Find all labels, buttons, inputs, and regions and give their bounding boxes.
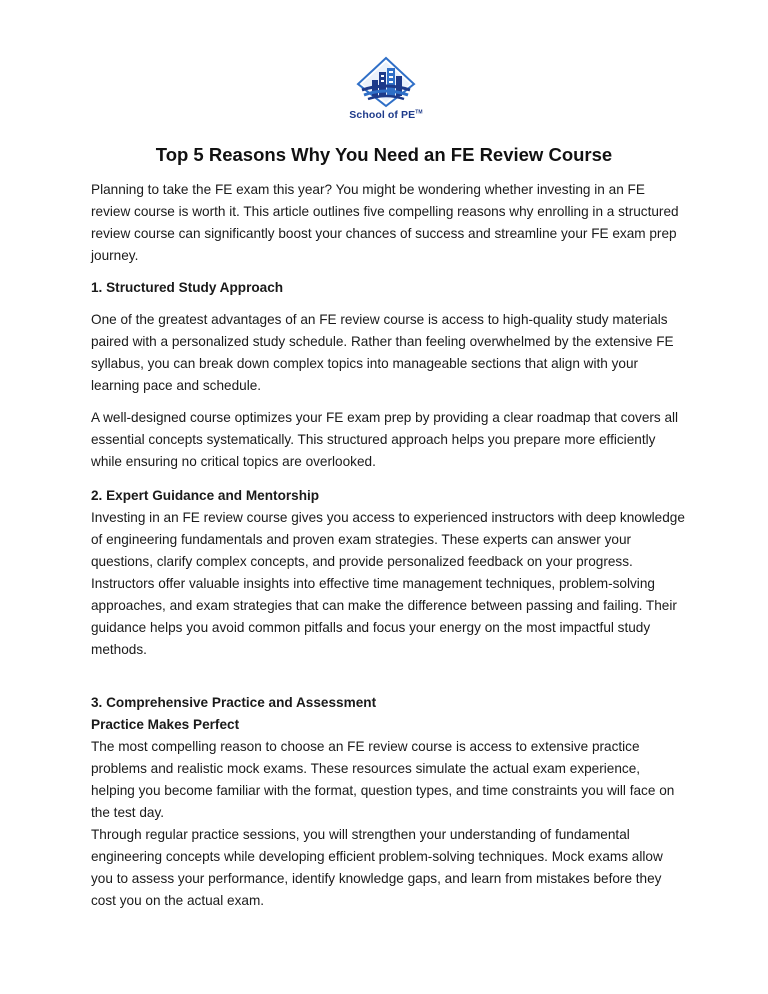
logo-brand-name: School of PE™ <box>349 109 423 121</box>
building-skyline-icon <box>348 56 424 108</box>
section-2-paragraph-1: Investing in an FE review course gives you access to experienced instructors with deep knowledge of engineering fundamentals and proven exam strategies. These experts can answer your questions, clarify complex concepts, and provide personalized feedback on your progress. Instructors offer valuable insights into effective time management techniques, problem-solving approaches, and exam strategies that can make the difference between passing and failing. Their guidance helps you avoid common pitfalls and focus your energy on the most impactful study methods. <box>91 510 685 657</box>
article-body <box>91 179 685 912</box>
section-3-paragraph-1: The most compelling reason to choose an FE review course is access to extensive practice problems and realistic mock exams. These resources simulate the actual exam experience, helping you become familiar with the format, question types, and time constraints you will face on the test day. <box>91 739 675 820</box>
section-3-paragraph-2: Through regular practice sessions, you will strengthen your understanding of fundamental engineering concepts while developing efficient problem-solving techniques. Mock exams allow you to assess your performance, identify knowledge gaps, and learn from mistakes before they cost you on the actual exam. <box>91 827 663 908</box>
article-title: Top 5 Reasons Why You Need an FE Review Course <box>155 144 613 165</box>
section-3-subheading: Practice Makes Perfect <box>91 717 240 732</box>
school-of-pe-logo <box>348 56 424 126</box>
intro-paragraph: Planning to take the FE exam this year? You might be wondering whether investing in an FE review course is worth it. This article outlines five compelling reasons why enrolling in a structured review course can significantly boost your chances of success and streamline your FE exam prep journey. <box>91 182 679 263</box>
section-1-paragraph-1: One of the greatest advantages of an FE review course is access to high-quality study materials paired with a personalized study schedule. Rather than feeling overwhelmed by the extensive FE syllabus, you can break down complex topics into manageable sections that align with your learning pace and schedule. <box>91 312 674 393</box>
section-1-paragraph-2: A well-designed course optimizes your FE exam prep by providing a clear roadmap that covers all essential concepts systematically. This structured approach helps you prepare more efficiently while ensuring no critical topics are overlooked. <box>91 410 679 469</box>
section-3-heading: 3. Comprehensive Practice and Assessment <box>91 695 377 710</box>
section-2-heading: 2. Expert Guidance and Mentorship <box>91 488 320 503</box>
section-1-heading: 1. Structured Study Approach <box>91 280 284 295</box>
trademark-mark: TM <box>415 109 423 116</box>
